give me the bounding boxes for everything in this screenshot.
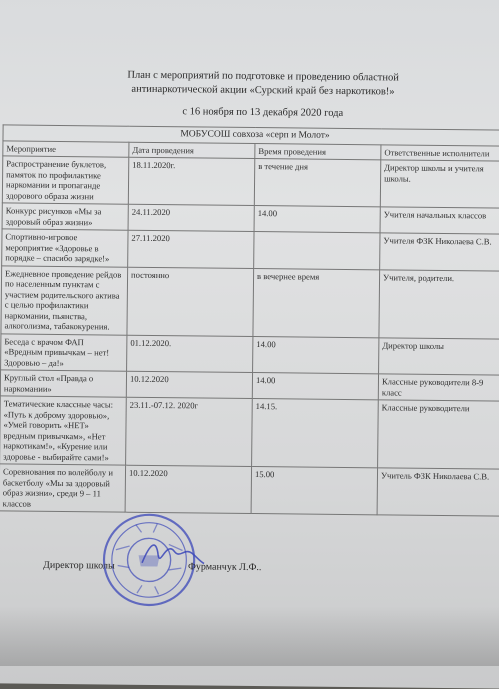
table-row — [0, 464, 499, 516]
cell-date: 18.11.2020г. — [128, 157, 254, 205]
cell-responsible: Классные руководители — [378, 400, 499, 469]
cell-event: Беседа с врачом ФАП «Вредным привычкам – нет! Здоровью – да!» — [1, 333, 127, 371]
header-responsible: Ответственные исполнители — [381, 144, 499, 161]
cell-responsible: Учителя, родители. — [379, 269, 499, 338]
cell-time: в течение дня — [254, 159, 380, 207]
cell-time: 14.00 — [254, 206, 380, 233]
cell-event: Спортивно-игровое мероприятие «Здоровье в порядке – спасибо зарядке!» — [2, 229, 128, 267]
cell-date: 10.12.2020 — [125, 465, 251, 513]
title-line-2: антинаркотической акции «Сурский край без наркотиков!» — [131, 83, 395, 98]
cell-date: 27.11.2020 — [128, 230, 254, 268]
events-table — [0, 124, 499, 516]
table-row — [1, 265, 499, 338]
cell-event: Тематические классные часы: «Путь к доброму здоровью», «Умей говорить «НЕТ» вредным привычкам», «Нет наркотикам!», «Курение или здоровье - выбирайте сами!» — [0, 396, 126, 465]
cell-time — [254, 232, 380, 270]
cell-date: 01.12.2020. — [127, 335, 253, 373]
cell-time: 14.00 — [253, 336, 379, 374]
cell-time: в вечернее время — [253, 268, 380, 337]
cell-time: 14.00 — [252, 373, 378, 400]
table-row — [2, 229, 499, 271]
cell-responsible: Учителя начальных классов — [380, 207, 499, 234]
cell-date: постоянно — [127, 267, 254, 336]
cell-date: 23.11.-07.12. 2020г — [126, 397, 253, 466]
cell-date: 24.11.2020 — [128, 204, 254, 231]
cell-event: Ежедневное проведение рейдов по населенным пунктам с участием родительского актива с целью профилактики наркомании, пьянства, алкоголизма, табакокурения. — [1, 265, 128, 334]
header-event: Мероприятие — [3, 140, 129, 157]
cell-responsible: Директор школы — [379, 337, 499, 375]
cell-event: Конкурс рисунков «Мы за здоровый образ жизни» — [2, 203, 128, 230]
header-time: Время проведения — [255, 143, 381, 160]
cell-event: Распространение буклетов, памяток по профилактике наркомании и пропаганде здорового образа жизни — [2, 156, 128, 204]
table-row — [1, 333, 499, 375]
table-row — [0, 396, 499, 469]
document-title — [83, 68, 443, 100]
cell-time: 14.15. — [252, 399, 379, 468]
cell-responsible: Директор школы и учителя школы. — [380, 160, 499, 208]
header-date: Дата проведения — [129, 142, 255, 159]
table-caption: МОБУСОШ совхоза «серп и Молот» — [3, 125, 499, 146]
cell-responsible: Классные руководители 8-9 класс — [378, 374, 499, 401]
table-row — [2, 156, 499, 208]
cell-responsible: Учителя ФЗК Николаева С.В. — [380, 233, 499, 271]
signer-name: Фурманчук Л.Ф.. — [187, 561, 262, 574]
document-period: с 16 ноября по 13 декабря 2020 года — [182, 106, 344, 119]
cell-date: 10.12.2020 — [126, 371, 252, 398]
cell-time: 15.00 — [251, 467, 377, 515]
cell-responsible: Учитель ФЗК Николаева С.В. — [377, 468, 499, 516]
signature-label: Директор школы — [42, 559, 115, 572]
title-line-1: План с мероприятий по подготовке и проведению областной — [127, 69, 399, 84]
cell-event: Круглый стол «Правда о наркомании» — [0, 370, 126, 397]
cell-event: Соревнования по волейболу и баскетболу «Мы за здоровый образ жизни», среди 9 – 11 классов — [0, 464, 126, 512]
